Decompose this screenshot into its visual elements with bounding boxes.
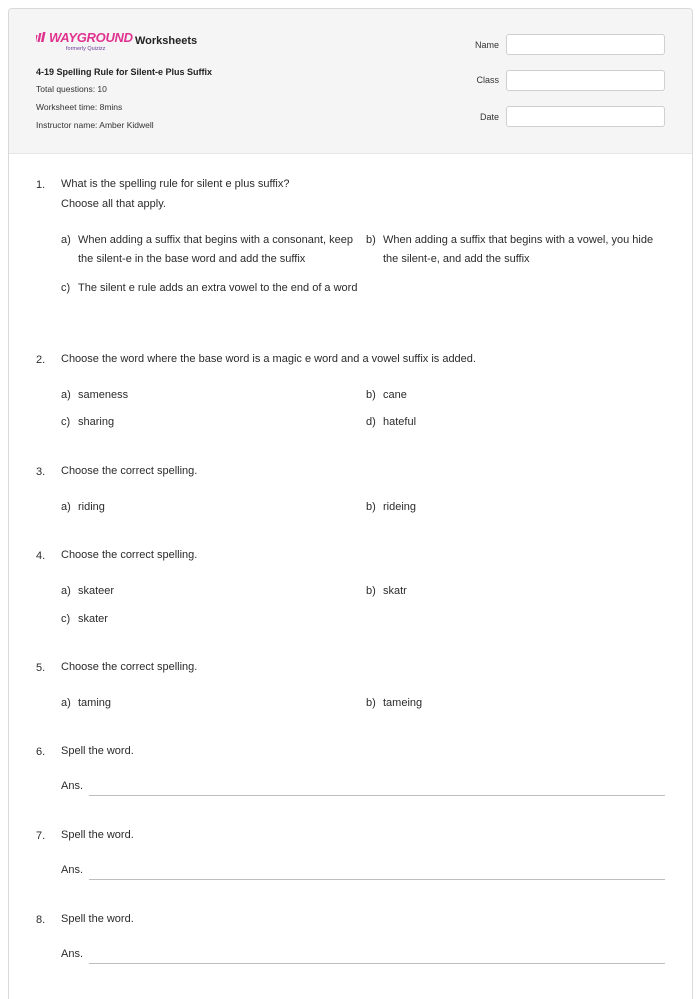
answer-label: Ans. [61, 864, 84, 876]
option-letter: a) [61, 697, 71, 709]
class-field[interactable] [506, 70, 665, 91]
option-letter: a) [61, 585, 71, 597]
option-text: sameness [78, 389, 129, 401]
option-b[interactable] [366, 582, 666, 601]
option-text: riding [78, 501, 105, 513]
answer-line[interactable] [89, 963, 665, 964]
product-title: Worksheets [135, 35, 198, 47]
question-text: Choose the correct spelling. [61, 465, 198, 477]
class-label: Class [476, 75, 499, 85]
option-letter: b) [366, 389, 376, 401]
logo-icon [36, 32, 49, 43]
question-number: 1. [36, 179, 46, 191]
logo-subtext: formerly Quizizz [66, 46, 106, 52]
option-letter: b) [366, 501, 376, 513]
option-letter: a) [61, 501, 71, 513]
question-text: Spell the word. [61, 745, 134, 757]
logo-text: WAYGROUND [49, 30, 133, 45]
option-d[interactable] [366, 413, 666, 432]
option-c[interactable] [61, 610, 361, 629]
option-a[interactable] [61, 231, 361, 269]
date-field[interactable] [506, 106, 665, 127]
option-letter: c) [61, 416, 71, 428]
option-text: cane [383, 389, 407, 401]
question-text: Choose the correct spelling. [61, 549, 198, 561]
option-text: skateer [78, 585, 115, 597]
wayground-logo [36, 28, 133, 58]
option-text: When adding a suffix that begins with a consonant, keep the silent-e in the base word and add the suffix [78, 234, 353, 265]
option-letter: c) [61, 613, 71, 625]
name-field[interactable] [506, 34, 665, 55]
option-letter: a) [61, 234, 71, 246]
option-a[interactable] [61, 386, 361, 405]
option-letter: b) [366, 585, 376, 597]
option-text: skatr [383, 585, 407, 597]
answer-line[interactable] [89, 795, 665, 796]
option-text: rideing [383, 501, 417, 513]
instructor-name: Instructor name: Amber Kidwell [36, 120, 154, 130]
option-letter: c) [61, 282, 71, 294]
option-text: tameing [383, 697, 423, 709]
option-letter: d) [366, 416, 376, 428]
option-letter: b) [366, 234, 376, 246]
worksheet-header [9, 9, 692, 154]
question-text: What is the spelling rule for silent e plus suffix? [61, 178, 290, 190]
question-number: 4. [36, 550, 46, 562]
question-text: Choose the correct spelling. [61, 661, 198, 673]
worksheet-page [8, 8, 693, 999]
answer-label: Ans. [61, 780, 84, 792]
answer-line[interactable] [89, 879, 665, 880]
name-label: Name [474, 40, 499, 50]
answer-label: Ans. [61, 948, 84, 960]
worksheet-title: 4-19 Spelling Rule for Silent-e Plus Suffix [36, 67, 213, 77]
worksheet-time: Worksheet time: 8mins [36, 102, 123, 112]
question-number: 2. [36, 354, 46, 366]
question-number: 3. [36, 466, 46, 478]
date-label: Date [479, 112, 499, 122]
option-text: skater [78, 613, 108, 625]
option-b[interactable] [366, 498, 666, 517]
question-text: Spell the word. [61, 913, 134, 925]
option-text: taming [78, 697, 112, 709]
question-subtext: Choose all that apply. [61, 198, 166, 210]
option-b[interactable] [366, 694, 666, 713]
option-letter: b) [366, 697, 376, 709]
question-number: 7. [36, 830, 46, 842]
question-number: 6. [36, 746, 46, 758]
logo-wordmark [36, 30, 133, 45]
question-number: 5. [36, 662, 46, 674]
question-text: Spell the word. [61, 829, 134, 841]
option-text: When adding a suffix that begins with a vowel, you hide the silent-e, and add the suffix [383, 234, 654, 265]
option-a[interactable] [61, 582, 361, 601]
option-text: The silent e rule adds an extra vowel to the end of a word [78, 282, 358, 294]
option-c[interactable] [61, 413, 361, 432]
option-text: hateful [383, 416, 417, 428]
option-b[interactable] [366, 231, 666, 269]
option-c[interactable] [61, 279, 361, 298]
total-questions: Total questions: 10 [36, 84, 107, 94]
option-text: sharing [78, 416, 115, 428]
option-letter: a) [61, 389, 71, 401]
question-text: Choose the word where the base word is a magic e word and a vowel suffix is added. [61, 353, 476, 365]
option-a[interactable] [61, 498, 361, 517]
option-b[interactable] [366, 386, 666, 405]
option-a[interactable] [61, 694, 361, 713]
question-number: 8. [36, 914, 46, 926]
